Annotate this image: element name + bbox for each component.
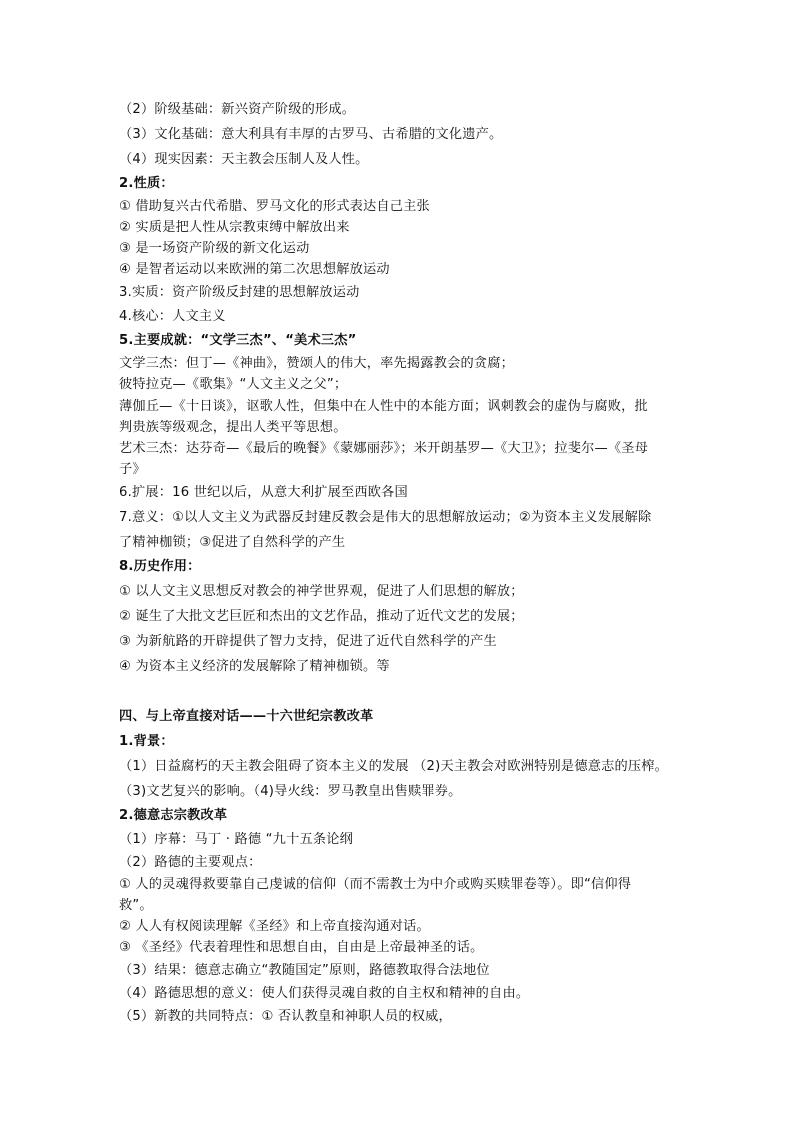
text-line: （3）文化基础：意大利具有丰厚的古罗马、古希腊的文化遗产。 xyxy=(119,127,503,142)
text-line: （3）结果：德意志确立“教随国定”原则，路德教取得合法地位 xyxy=(119,963,490,978)
text-line: 救”。 xyxy=(119,898,153,913)
text-line: （4）路德思想的意义：使人们获得灵魂自救的自主权和精神的自由。 xyxy=(119,986,530,1001)
text-line: （1）日益腐朽的天主教会阻碍了资本主义的发展 （2)天主教会对欧洲特别是德意志的压榨。 xyxy=(119,759,669,774)
section-heading: 6.扩展：16 世纪以后，从意大利扩展至西欧各国 xyxy=(119,485,408,500)
text-line: ③ 是一场资产阶级的新文化运动 xyxy=(119,241,310,256)
section-heading: 4.核心：人文主义 xyxy=(119,309,226,324)
text-line: ③ 《圣经》代表着理性和思想自由，自由是上帝最神圣的话。 xyxy=(119,940,484,955)
text-line: ③ 为新航路的开辟提供了智力支持，促进了近代自然科学的产生 xyxy=(119,634,497,649)
chapter-heading: 四、与上帝直接对话——十六世纪宗教改革 xyxy=(119,709,374,724)
text-line: ② 人人有权阅读理解《圣经》和上帝直接沟通对话。 xyxy=(119,919,430,934)
text-line: 判贵族等级观念，提出人类平等思想。 xyxy=(119,420,347,435)
text-line: ④ 是智者运动以来欧洲的第二次思想解放运动 xyxy=(119,262,390,277)
text-line: 了精神枷锁；③促进了自然科学的产生 xyxy=(119,535,346,550)
text-line: ② 实质是把人性从宗教束缚中解放出来 xyxy=(119,220,350,235)
section-heading: 3.实质：资产阶级反封建的思想解放运动 xyxy=(119,285,360,300)
text-line: ② 诞生了大批文艺巨匠和杰出的文艺作品，推动了近代文艺的发展； xyxy=(119,609,524,624)
text-line: （5）新教的共同特点：① 否认教皇和神职人员的权威， xyxy=(119,1009,452,1024)
text-line: ① 借助复兴古代希腊、罗马文化的形式表达自己主张 xyxy=(119,199,430,214)
section-heading: 1.背景： xyxy=(119,734,174,749)
text-line: 艺术三杰：达芬奇—《最后的晚餐》《蒙娜丽莎》；米开朗基罗—《大卫》；拉斐尔—《圣母 xyxy=(119,441,649,456)
text-line: 文学三杰：但丁—《神曲》，赞颂人的伟大，率先揭露教会的贪腐； xyxy=(119,356,515,371)
text-line: （3)文艺复兴的影响。（4)导火线：罗马教皇出售赎罪券。 xyxy=(119,784,462,799)
text-line: ① 人的灵魂得救要靠自己虔诚的信仰（而不需教士为中介或购买赎罪卷等）。即“信仰得 xyxy=(119,877,632,892)
text-line: ④ 为资本主义经济的发展解除了精神枷锁。等 xyxy=(119,659,390,674)
text-line: 子》 xyxy=(119,462,146,477)
text-line: （2）路德的主要观点： xyxy=(119,855,262,870)
section-heading: 5.主要成就：“文学三杰”、“美术三杰” xyxy=(119,333,357,348)
section-heading: 8.历史作用： xyxy=(119,559,201,574)
section-heading: 7.意义：①以人文主义为武器反封建反教会是伟大的思想解放运动；②为资本主义发展解除 xyxy=(119,510,652,525)
text-line: ① 以人文主义思想反对教会的神学世界观，促进了人们思想的解放； xyxy=(119,584,524,599)
section-heading: 2.德意志宗教改革 xyxy=(119,808,228,823)
text-line: （2）阶级基础：新兴资产阶级的形成。 xyxy=(119,102,356,117)
section-heading: 2.性质： xyxy=(119,176,174,191)
text-line: 薄伽丘—《十日谈》，讴歌人性，但集中在人性中的本能方面；讽刺教会的虚伪与腐败，批 xyxy=(119,399,648,414)
text-line: （1）序幕：马丁 · 路德 “九十五条论纲 xyxy=(119,832,354,847)
text-line: （4）现实因素：天主教会压制人及人性。 xyxy=(119,152,369,167)
text-line: 彼特拉克—《歌集》“人文主义之父”； xyxy=(119,377,348,392)
